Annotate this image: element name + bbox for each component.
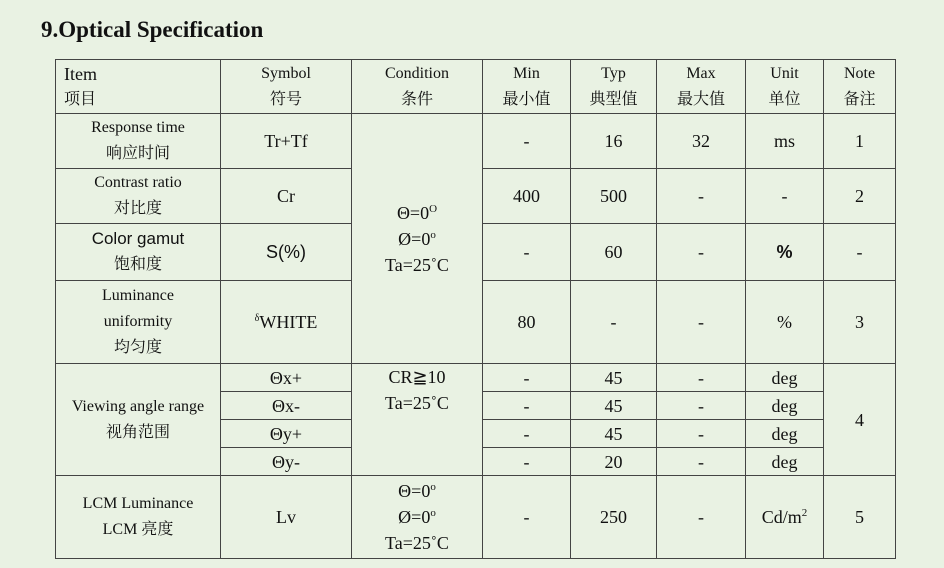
- table-row-viewing-angle: [56, 364, 896, 392]
- header-row: [56, 60, 896, 114]
- max-cell: -: [657, 224, 746, 281]
- header-min: Min 最小值: [483, 60, 571, 114]
- min-cell: -: [483, 448, 571, 476]
- unit-cell: -: [746, 169, 824, 224]
- note-cell: 5: [824, 476, 896, 559]
- symbol-cell: Θy+: [221, 420, 352, 448]
- typ-cell: 20: [571, 448, 657, 476]
- note-cell: 4: [824, 364, 896, 476]
- header-condition: Condition 条件: [352, 60, 483, 114]
- typ-cell: 45: [571, 392, 657, 420]
- note-cell: 2: [824, 169, 896, 224]
- min-cell: -: [483, 224, 571, 281]
- optical-spec-table: [55, 59, 896, 559]
- typ-cell: 60: [571, 224, 657, 281]
- symbol-cell: Tr+Tf: [221, 114, 352, 169]
- min-cell: -: [483, 364, 571, 392]
- symbol-cell: Θy-: [221, 448, 352, 476]
- header-unit: Unit 单位: [746, 60, 824, 114]
- header-note: Note 备注: [824, 60, 896, 114]
- item-cell: Luminance uniformity 均匀度: [56, 281, 221, 364]
- min-cell: -: [483, 476, 571, 559]
- max-cell: -: [657, 448, 746, 476]
- typ-cell: 45: [571, 420, 657, 448]
- unit-cell: deg: [746, 392, 824, 420]
- unit-cell: deg: [746, 420, 824, 448]
- unit-cell: %: [746, 224, 824, 281]
- typ-cell: 16: [571, 114, 657, 169]
- max-cell: -: [657, 476, 746, 559]
- item-cell: Contrast ratio 对比度: [56, 169, 221, 224]
- max-cell: -: [657, 281, 746, 364]
- unit-cell: ms: [746, 114, 824, 169]
- unit-cell: deg: [746, 364, 824, 392]
- header-symbol: Symbol 符号: [221, 60, 352, 114]
- item-cell: Response time 响应时间: [56, 114, 221, 169]
- max-cell: 32: [657, 114, 746, 169]
- unit-cell: %: [746, 281, 824, 364]
- symbol-cell: S(%): [221, 224, 352, 281]
- symbol-cell: Θx-: [221, 392, 352, 420]
- max-cell: -: [657, 420, 746, 448]
- condition-cell: CR≧10 Ta=25˚C: [352, 364, 483, 476]
- unit-cell: deg: [746, 448, 824, 476]
- item-cell: Viewing angle range 视角范围: [56, 364, 221, 476]
- min-cell: -: [483, 392, 571, 420]
- item-cell: Color gamut 饱和度: [56, 224, 221, 281]
- table-row-lcm-luminance: [56, 476, 896, 559]
- section-title: 9.Optical Specification: [41, 17, 264, 42]
- typ-cell: 500: [571, 169, 657, 224]
- min-cell: 400: [483, 169, 571, 224]
- max-cell: -: [657, 364, 746, 392]
- unit-cell: $Cd/m^2$: [746, 476, 824, 559]
- header-typ: Typ 典型值: [571, 60, 657, 114]
- typ-cell: -: [571, 281, 657, 364]
- item-cell: LCM Luminance LCM 亮度: [56, 476, 221, 559]
- note-cell: 3: [824, 281, 896, 364]
- note-cell: -: [824, 224, 896, 281]
- max-cell: -: [657, 392, 746, 420]
- header-max: Max 最大值: [657, 60, 746, 114]
- typ-cell: 45: [571, 364, 657, 392]
- symbol-cell: Cr: [221, 169, 352, 224]
- symbol-cell: Lv: [221, 476, 352, 559]
- min-cell: -: [483, 420, 571, 448]
- min-cell: -: [483, 114, 571, 169]
- typ-cell: 250: [571, 476, 657, 559]
- max-cell: -: [657, 169, 746, 224]
- symbol-cell: $^\delta$WHITE: [221, 281, 352, 364]
- note-cell: 1: [824, 114, 896, 169]
- min-cell: 80: [483, 281, 571, 364]
- condition-cell: $\Theta=0^O$ $Ø=0^o$ Ta=25˚C: [352, 114, 483, 364]
- condition-cell: $\Theta=0^o$ $Ø=0^o$ Ta=25˚C: [352, 476, 483, 559]
- table-row-response-time: [56, 114, 896, 169]
- header-item: Item 项目: [56, 60, 221, 114]
- symbol-cell: Θx+: [221, 364, 352, 392]
